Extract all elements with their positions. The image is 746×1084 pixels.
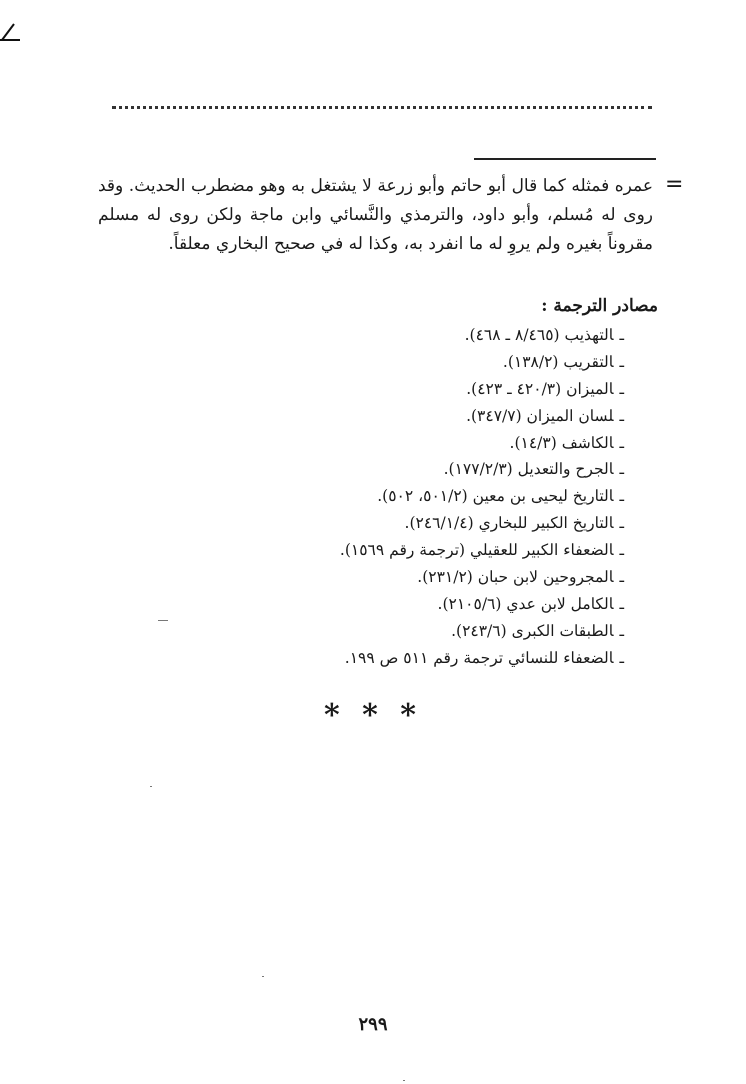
page-number: ٢٩٩	[358, 1014, 388, 1035]
list-dash: ـ	[619, 487, 624, 506]
source-text: التقريب (١٣٨/٢).	[502, 352, 614, 371]
source-text: المجروحين لابن حبان (٢٣١/٢).	[417, 568, 614, 587]
source-text: الضعفاء للنسائي ترجمة رقم ٥١١ ص ١٩٩.	[344, 648, 614, 667]
list-dash: ـ	[619, 568, 624, 587]
list-dash: ـ	[619, 326, 624, 344]
corner-mark-icon	[0, 22, 22, 42]
list-dash: ـ	[619, 541, 624, 560]
list-dash: ـ	[619, 648, 624, 667]
source-item	[340, 403, 624, 430]
source-item	[340, 537, 624, 564]
source-item	[340, 591, 624, 618]
list-dash: ـ	[619, 460, 624, 479]
source-item	[340, 483, 624, 510]
source-item	[340, 564, 624, 591]
footnote-text: عمره فمثله كما قال أبو حاتم وأبو زرعة لا يشتغل به وهو مضطرب الحديث. وقد روى له مُسلم، وأبو داود، والترمذي والنَّسائي وابن ماجة ولكن روى له مسلم مقروناً بغيره ولم يروِ له ما انفرد به، وكذا له في صحيح البخاري معلقاً.	[98, 176, 653, 254]
source-item	[340, 645, 624, 672]
list-dash: ـ	[619, 406, 624, 425]
source-item	[340, 456, 624, 483]
source-item	[340, 618, 624, 645]
footnote-continuation-marker: =	[665, 172, 684, 197]
source-text: الجرح والتعديل (١٧٧/٢/٣).	[443, 460, 614, 479]
scan-speck	[150, 786, 152, 787]
source-item	[340, 376, 624, 403]
list-dash: ـ	[619, 352, 624, 371]
source-text: الضعفاء الكبير للعقيلي (ترجمة رقم ١٥٦٩).	[339, 541, 614, 560]
source-item	[340, 349, 624, 376]
source-text: الميزان (٤٢٠/٣ ـ ٤٢٣).	[466, 379, 614, 398]
list-dash: ـ	[619, 514, 624, 533]
source-item	[340, 510, 624, 537]
dotted-separator	[112, 106, 652, 109]
section-separator-stars: * * *	[324, 698, 422, 733]
source-text: الكاشف (١٤/٣).	[509, 433, 614, 452]
source-text: الكامل لابن عدي (٢١٠٥/٦).	[437, 594, 614, 613]
list-dash: ـ	[619, 433, 624, 452]
scan-speck	[158, 620, 168, 621]
scan-speck	[262, 976, 264, 977]
source-text: التاريخ الكبير للبخاري (٢٤٦/١/٤).	[404, 514, 614, 533]
source-item	[340, 430, 624, 457]
list-dash: ـ	[619, 594, 624, 613]
source-text: التهذيب (٨/٤٦٥ ـ ٤٦٨).	[464, 326, 614, 344]
list-dash: ـ	[619, 621, 624, 640]
sources-heading: مصادر الترجمة :	[541, 296, 658, 316]
source-text: لسان الميزان (٣٤٧/٧).	[466, 406, 614, 425]
source-item	[340, 322, 624, 349]
source-text: الطبقات الكبرى (٢٤٣/٦).	[451, 621, 614, 640]
scan-speck	[403, 1080, 405, 1081]
sources-list	[340, 322, 624, 672]
footnote-rule	[474, 158, 656, 160]
source-text: التاريخ ليحيى بن معين (٥٠١/٢، ٥٠٢).	[377, 487, 614, 506]
list-dash: ـ	[619, 379, 624, 398]
